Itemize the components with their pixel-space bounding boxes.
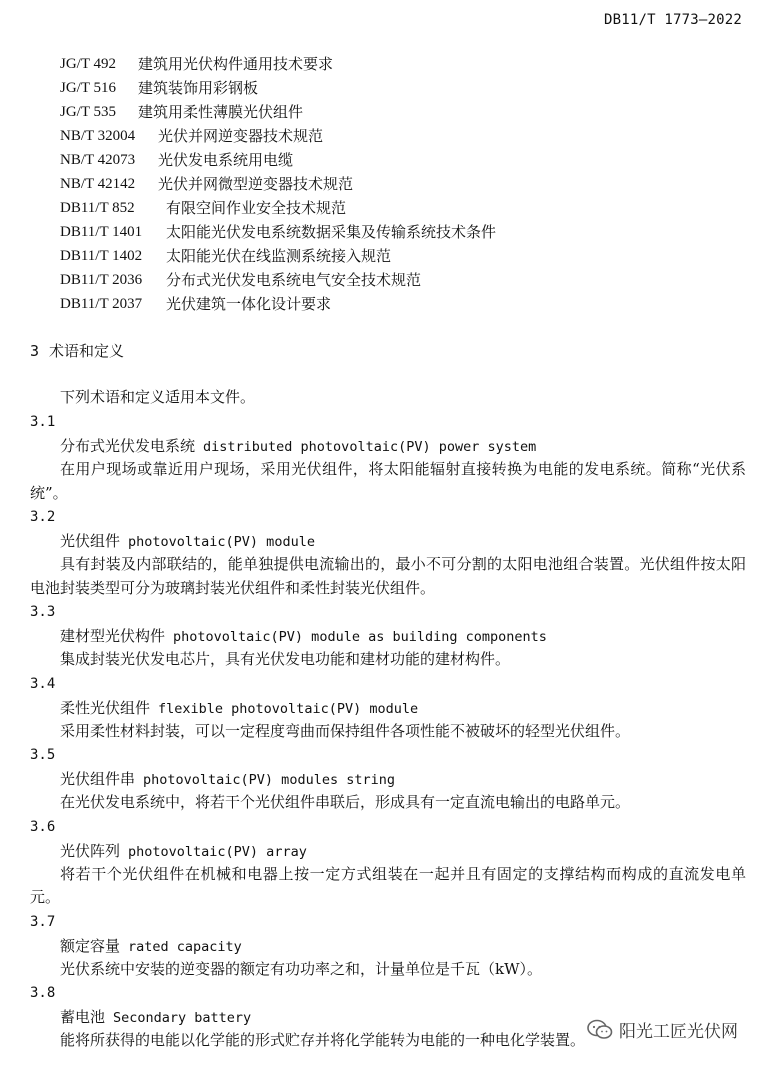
term-name [30, 624, 746, 648]
reference-code: NB/T 42073 [60, 152, 136, 168]
watermark-text: 阳光工匠光伏网 [619, 1022, 738, 1042]
term-number: 3.6 [30, 818, 56, 835]
reference-title: 建筑用柔性薄膜光伏组件 [138, 103, 304, 121]
reference-item [60, 220, 496, 244]
term-definition: 在光伏发电系统中，将若干个光伏组件串联后，形成具有一定直流电输出的电路单元。 [60, 793, 631, 811]
term-number: 3.7 [30, 913, 56, 930]
term-number: 3.1 [30, 414, 56, 430]
reference-code: DB11/T 1401 [60, 224, 143, 240]
reference-title: 光伏并网逆变器技术规范 [158, 127, 324, 145]
term-name [30, 434, 746, 458]
reference-code: DB11/T 1402 [60, 248, 143, 264]
term-definition: 具有封装及内部联结的，能单独提供电流输出的，最小不可分割的太阳电池组合装置。光伏组件按太阳电池封装类型可分为玻璃封装光伏组件和柔性封装光伏组件。 [30, 555, 746, 597]
term-name-en: photovoltaic(PV) array [128, 843, 307, 860]
term-name-en: Secondary battery [113, 1010, 252, 1026]
reference-code: NB/T 42142 [60, 176, 136, 192]
reference-title: 建筑装饰用彩钢板 [138, 79, 259, 97]
reference-item [60, 196, 496, 220]
term-number: 3.2 [30, 509, 56, 525]
term-name-zh: 光伏组件 [60, 532, 121, 550]
reference-code: JG/T 535 [60, 104, 116, 120]
reference-item [60, 124, 496, 148]
reference-code: DB11/T 2037 [60, 296, 143, 312]
term-definition: 光伏系统中安装的逆变器的额定有功功率之和，计量单位是千瓦（kW）。 [60, 959, 543, 978]
term-number: 3.8 [30, 985, 56, 1001]
term-name [30, 529, 746, 553]
section-heading [30, 340, 124, 362]
term-name-en: photovoltaic(PV) module as building components [173, 629, 547, 645]
reference-item [60, 292, 496, 316]
reference-title: 光伏并网微型逆变器技术规范 [158, 175, 354, 193]
watermark [585, 1017, 740, 1042]
reference-code: NB/T 32004 [60, 128, 136, 144]
reference-item [60, 172, 496, 196]
term-name-en: rated capacity [128, 938, 242, 955]
term-entry [30, 672, 746, 744]
term-number: 3.3 [30, 604, 56, 620]
reference-code: DB11/T 2036 [60, 272, 143, 288]
section-title: 术语和定义 [49, 342, 125, 360]
reference-title: 有限空间作业安全技术规范 [166, 199, 347, 217]
reference-item [60, 100, 496, 124]
reference-title: 分布式光伏发电系统电气安全技术规范 [166, 271, 422, 289]
reference-title: 太阳能光伏发电系统数据采集及传输系统技术条件 [166, 223, 497, 241]
reference-code: JG/T 492 [60, 56, 116, 72]
section-intro: 下列术语和定义适用本文件。 [60, 388, 256, 406]
term-name [30, 696, 746, 720]
term-number: 3.5 [30, 747, 56, 763]
term-definition: 集成封装光伏发电芯片，具有光伏发电功能和建材功能的建材构件。 [60, 650, 511, 668]
term-name-en: distributed photovoltaic(PV) power system [203, 439, 537, 455]
term-name-zh: 分布式光伏发电系统 [60, 437, 196, 455]
term-definition: 在用户现场或靠近用户现场，采用光伏组件，将太阳能辐射直接转换为电能的发电系统。简称“光伏系统”。 [30, 460, 746, 502]
term-name [30, 934, 746, 958]
reference-code: DB11/T 852 [60, 200, 135, 216]
term-name-en: flexible photovoltaic(PV) module [158, 700, 419, 717]
term-name-zh: 建材型光伏构件 [60, 627, 166, 645]
term-number: 3.4 [30, 675, 56, 692]
reference-title: 光伏建筑一体化设计要求 [166, 295, 332, 313]
reference-code: JG/T 516 [60, 80, 116, 96]
reference-item [60, 244, 496, 268]
reference-item [60, 52, 496, 76]
reference-title: 建筑用光伏构件通用技术要求 [138, 55, 334, 73]
term-definition: 能将所获得的电能以化学能的形式贮存并将化学能转为电能的一种电化学装置。 [60, 1031, 586, 1049]
term-name-zh: 蓄电池 [60, 1008, 106, 1026]
term-name-zh: 光伏组件串 [60, 770, 136, 788]
term-name-zh: 额定容量 [60, 936, 121, 955]
normative-references [60, 52, 496, 316]
term-entry [30, 410, 746, 505]
term-entry [30, 910, 746, 982]
section-number: 3 [30, 342, 40, 360]
reference-item [60, 268, 496, 292]
term-name-en: photovoltaic(PV) module [128, 534, 315, 550]
term-name [30, 767, 746, 791]
term-name [30, 839, 746, 863]
term-entry [30, 815, 746, 910]
term-entry [30, 600, 746, 672]
term-definition: 采用柔性材料封装，可以一定程度弯曲而保持组件各项性能不被破坏的轻型光伏组件。 [60, 721, 631, 740]
reference-title: 光伏发电系统用电缆 [158, 151, 294, 169]
terms-list [30, 410, 746, 1053]
reference-item [60, 148, 496, 172]
term-name-en: photovoltaic(PV) modules string [143, 772, 395, 788]
term-entry [30, 505, 746, 600]
wechat-icon [587, 1019, 613, 1041]
term-name-zh: 柔性光伏组件 [60, 698, 151, 717]
document-id: DB11/T 1773—2022 [603, 12, 742, 28]
term-definition: 将若干个光伏组件在机械和电器上按一定方式组装在一起并且有固定的支撑结构而构成的直流发电单元。 [30, 864, 746, 906]
reference-title: 太阳能光伏在线监测系统接入规范 [166, 247, 392, 265]
term-name-zh: 光伏阵列 [60, 841, 121, 860]
reference-item [60, 76, 496, 100]
term-entry [30, 743, 746, 815]
